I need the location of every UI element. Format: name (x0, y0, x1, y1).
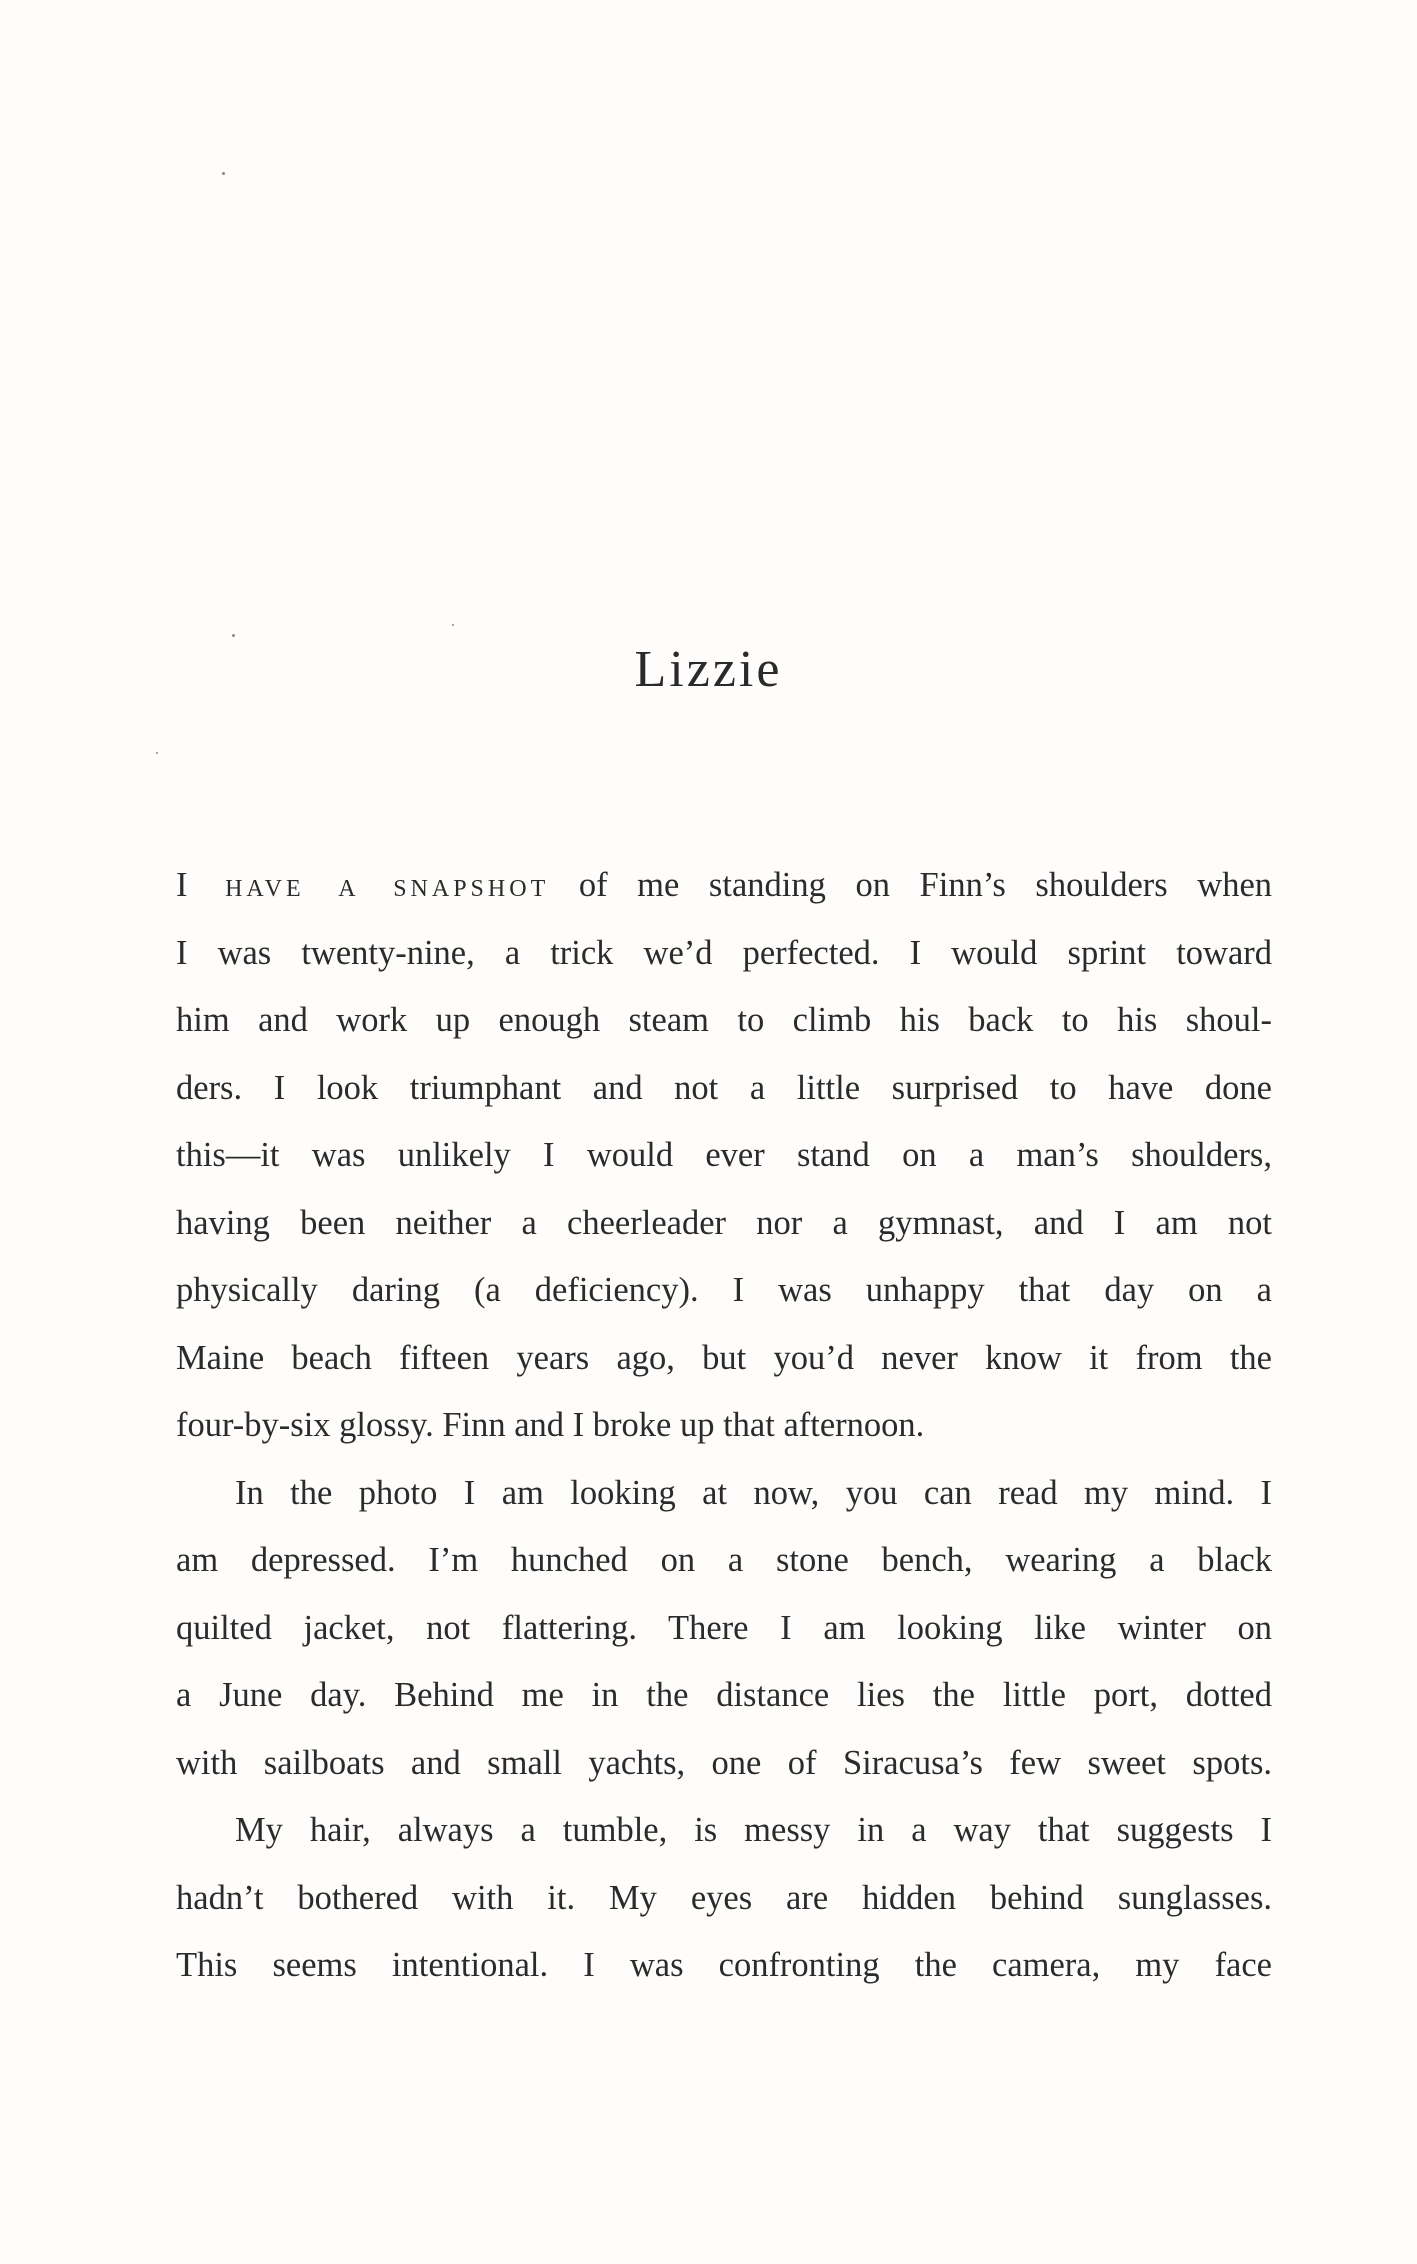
text-line: four-by-six glossy. Finn and I broke up that afternoon. (176, 1406, 925, 1444)
text-line: Maine beach fifteen years ago, but you’d never know it from the (176, 1338, 1272, 1377)
scan-speck (452, 624, 454, 626)
text-line: My hair, always a tumble, is messy in a way that suggests I (235, 1811, 1272, 1849)
chapter-body (176, 852, 1272, 2000)
text-line: physically daring (a deficiency). I was unhappy that day on a (176, 1271, 1272, 1309)
text-line: with sailboats and small yachts, one of Siracusa’s few sweet spots. (176, 1743, 1272, 1782)
text-line: hadn’t bothered with it. My eyes are hidden behind sunglasses. (176, 1878, 1272, 1917)
text-line: am depressed. I’m hunched on a stone bench, wearing a black (176, 1541, 1272, 1579)
text-line: him and work up enough steam to climb his back to his shoul- (176, 1001, 1272, 1039)
text-line: this—it was unlikely I would ever stand on a man’s shoulders, (176, 1136, 1272, 1174)
text-line: a June day. Behind me in the distance lies the little port, dotted (176, 1676, 1272, 1714)
text-line: I was twenty-nine, a trick we’d perfected. I would sprint toward (176, 933, 1272, 972)
scan-speck (156, 752, 158, 754)
scan-speck (232, 634, 235, 637)
text-line: I have a snapshot of me standing on Finn’s shoulders when (176, 866, 1273, 904)
opening-small-caps: I have a snapshot (176, 866, 550, 904)
text-line: having been neither a cheerleader nor a gymnast, and I am not (176, 1203, 1272, 1242)
text-line: ders. I look triumphant and not a little surprised to have done (176, 1068, 1272, 1107)
text-line: This seems intentional. I was confronting the camera, my face (176, 1946, 1272, 1984)
scan-speck (222, 172, 225, 175)
text-line: quilted jacket, not flattering. There I am looking like winter on (176, 1608, 1272, 1647)
chapter-title: Lizzie (634, 641, 783, 698)
text-line: In the photo I am looking at now, you can read my mind. I (235, 1473, 1272, 1512)
